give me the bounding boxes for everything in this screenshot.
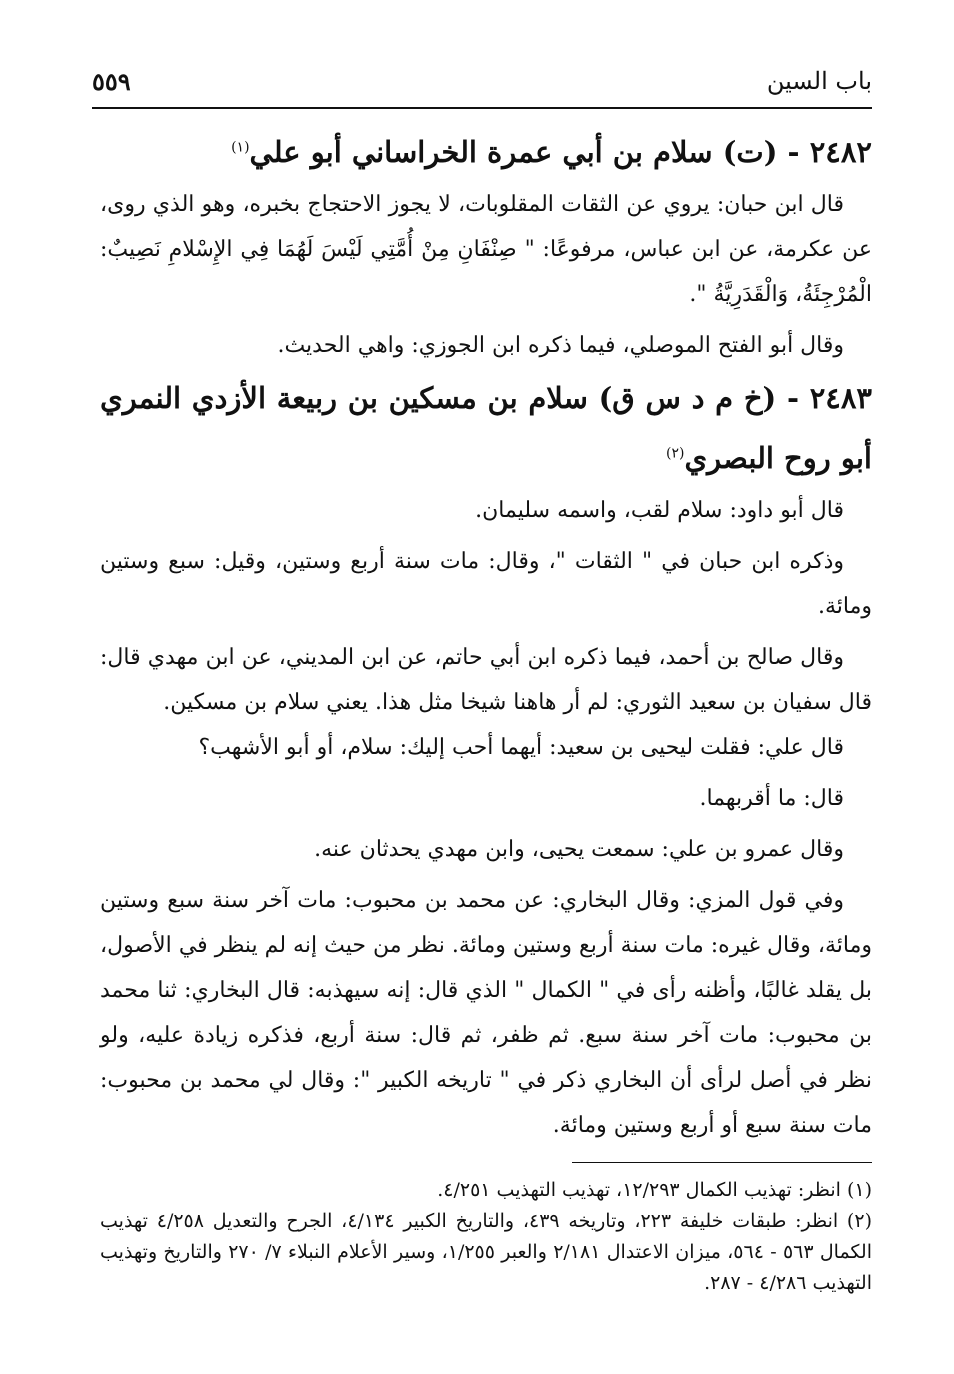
paragraph: قال: ما أقربهما. (699, 786, 844, 811)
paragraph: قال ابن حبان: يروي عن الثقات المقلوبات، لا يجوز الاحتجاج بخبره، وهو الذي روى، عن عكرمة، عن ابن عباس، مرفوعًا: " صِنْفَانِ مِنْ أُمَّتِي لَيْسَ لَهُمَا فِي الإِسْلامِ نَصِيبٌ: الْمُرْجِئَةُ، وَالْقَدَرِيَّةُ ". (100, 192, 872, 307)
paragraph: وقال عمرو بن علي: سمعت يحيى، وابن مهدي يحدثان عنه. (314, 837, 844, 862)
footnotes (100, 1175, 872, 1299)
paragraph: وفي قول المزي: وقال البخاري: عن محمد بن محبوب: مات آخر سنة سبع وستين ومائة، وقال غيره: مات سنة أربع وستين ومائة. نظر من حيث إنه لم ينظر في الأصول، بل يقلد غالبًا، وأظنه رأى في " الكمال " الذي قال: إنه سيهذبه: قال البخاري: ثنا محمد بن محبوب: مات آخر سنة سبع. ثم ظفر، ثم قال: سنة أربع، فذكره زيادة عليه، ولو نظر في أصل لرأى أن البخاري ذكر في " تاريخه الكبير ": وقال لي محمد بن محبوب: مات سنة سبع أو أربع وستين ومائة. (100, 888, 872, 1138)
paragraph: وذكره ابن حبان في " الثقات "، وقال: مات سنة أربع وستين، وقيل: سبع وستين ومائة. (100, 549, 872, 619)
page-header (92, 62, 872, 100)
entry-title-text: ٢٤٨٣ - (خ م د س ق) سلام بن مسكين بن ربيعة الأزدي النمري أبو روح البصري (100, 381, 872, 475)
chapter-title: باب السين (766, 67, 872, 95)
footnote-divider (572, 1162, 872, 1163)
paragraph: قال علي: فقلت ليحيى بن سعيد: أيهما أحب إليك: سلام، أو أبو الأشهب؟ (198, 735, 844, 760)
entry-title-2482 (100, 122, 872, 182)
footnote-2: (٢) انظر: طبقات خليفة ٢٢٣، وتاريخه ٤٣٩، والتاريخ الكبير ٤/١٣٤، الجرح والتعديل ٤/٢٥٨ تهذيب الكمال ٥٦٣ - ٥٦٤، ميزان الاعتدال ٢/١٨١ والعبر ١/٢٥٥، وسير الأعلام النبلاء ٧/ ٢٧٠ والتاريخ وتهذيب التهذيب ٤/٢٨٦ - ٢٨٧. (100, 1210, 872, 1294)
entry-title-text: ٢٤٨٢ - (ت) سلام بن أبي عمرة الخراساني أبو علي (249, 135, 872, 169)
paragraph: وقال صالح بن أحمد، فيما ذكره ابن أبي حاتم، عن ابن المديني، عن ابن مهدي قال: قال سفيان بن سعيد الثوري: لم أر هاهنا شيخا مثل هذا. يعني سلام بن مسكين. (100, 645, 872, 715)
header-divider (92, 107, 872, 109)
entry-title-2483 (100, 368, 872, 488)
footnote-ref: (١) (231, 139, 250, 156)
page-number: ٥٥٩ (92, 66, 131, 96)
footnote-1: (١) انظر: تهذيب الكمال ١٢/٢٩٣، تهذيب التهذيب ٤/٢٥١. (437, 1179, 872, 1201)
footnote-ref: (٢) (666, 445, 685, 462)
paragraph: قال أبو داود: سلام لقب، واسمه سليمان. (475, 498, 844, 523)
paragraph: وقال أبو الفتح الموصلي، فيما ذكره ابن الجوزي: واهي الحديث. (277, 333, 844, 358)
main-content (100, 122, 872, 1148)
